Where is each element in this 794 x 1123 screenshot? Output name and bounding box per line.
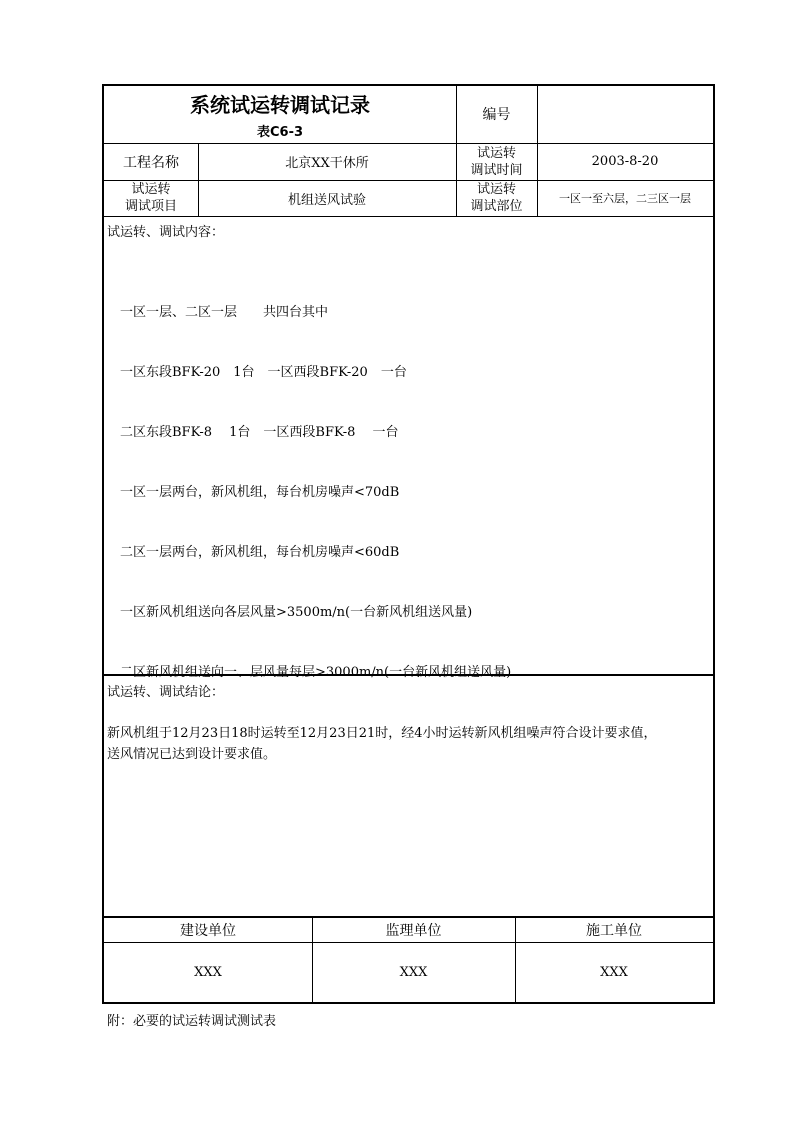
- construction-unit-label: 建设单位: [180, 923, 236, 939]
- conclusion-text: [107, 723, 707, 765]
- test-time-value: 2003-8-20: [591, 154, 659, 169]
- content-line: 一区一层、二区一层 共四台其中: [120, 305, 329, 320]
- test-location-value: 一区一至六层，二三区一层: [559, 192, 691, 205]
- test-item-value: 机组送风试验: [287, 192, 366, 208]
- content-line: 一区新风机组送向各层风量>3500m/n(一台新风机组送风量): [120, 605, 473, 620]
- test-item-label-line2: 调试项目: [124, 199, 177, 214]
- content-line: 一区东段BFK-20 1台 一区西段BFK-20 一台: [120, 365, 407, 380]
- contractor-unit-label: 施工单位: [586, 923, 642, 939]
- content-line: 二区东段BFK-8 1台 一区西段BFK-8 一台: [120, 425, 399, 440]
- test-time-label-line2: 调试时间: [470, 162, 523, 178]
- contractor-unit-value: XXX: [600, 964, 628, 980]
- divider-row2: [102, 216, 715, 217]
- number-label: 编号: [482, 106, 511, 123]
- content-line: 二区一层两台，新风机组，每台机房噪声<60dB: [120, 545, 400, 560]
- test-location-label-line1: 试运转: [476, 182, 516, 197]
- conclusion-line2: 送风情况已达到设计要求值。: [107, 747, 277, 762]
- construction-unit-value: XXX: [194, 964, 222, 980]
- content-line: 二区新风机组送向一、层风量每层>3000m/n(一台新风机组送风量): [120, 665, 512, 680]
- supervision-unit-label: 监理单位: [385, 923, 442, 939]
- form-code: 表C6-3: [256, 124, 304, 140]
- content-line: 一区一层两台，新风机组，每台机房噪声<70dB: [120, 485, 400, 500]
- test-time-label-line1: 试运转: [476, 145, 516, 161]
- number-value: [537, 84, 713, 143]
- test-time-label: [456, 143, 537, 180]
- test-item-label: [104, 180, 198, 216]
- content-title: 试运转、调试内容：: [107, 225, 225, 240]
- conclusion-title: 试运转、调试结论：: [107, 685, 225, 700]
- conclusion-line1: 新风机组于12月23日18时运转至12月23日21时，经4小时运转新风机组噪声符合设计要求值，: [107, 726, 657, 741]
- content-lines: [120, 263, 511, 723]
- supervision-unit-value: XXX: [399, 964, 428, 980]
- form-title: 系统试运转调试记录: [190, 92, 370, 117]
- test-item-label-line1: 试运转: [131, 182, 171, 197]
- test-location-label-line2: 调试部位: [470, 199, 523, 214]
- project-name-value: 北京XX干休所: [285, 156, 369, 171]
- test-location-label: [456, 180, 537, 216]
- footer-note: 附：必要的试运转调试测试表: [107, 1014, 277, 1029]
- project-name-label: 工程名称: [123, 154, 179, 171]
